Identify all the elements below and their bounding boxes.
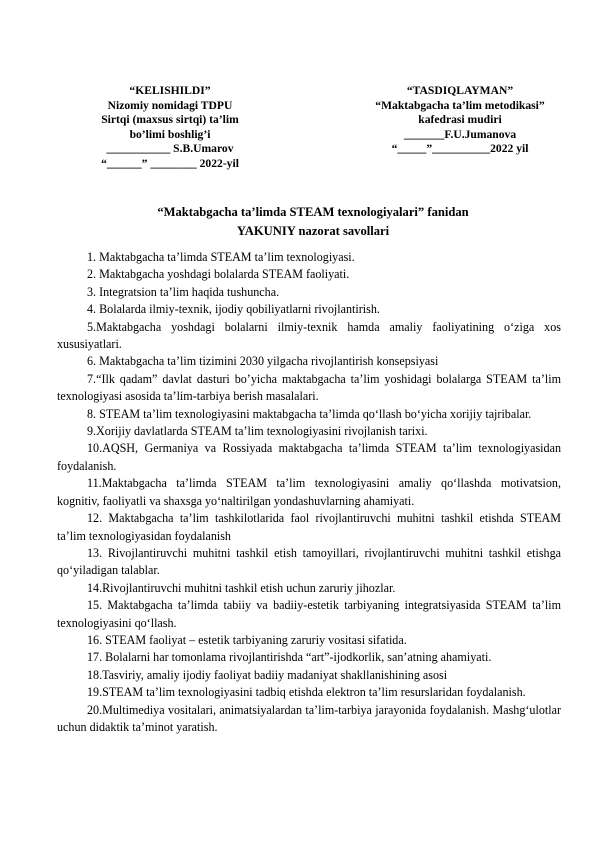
question-item: 17. Bolalarni har tomonlama rivojlantirishda “art”-ijodkorlik, san’atning ahamiyati. (87, 650, 492, 665)
approval-left-signature: ___________ S.B.Umarov (106, 142, 234, 156)
approval-left-date: “______” ________ 2022-yil (101, 156, 239, 170)
approval-right-heading: “TASDIQLAYMAN” (406, 84, 514, 97)
question-item: 1. Maktabgacha ta’limda STEAM ta’lim texnologiyasi. (87, 250, 355, 264)
question-item: 9.Xorijiy davlatlarda STEAM ta’lim texnologiyasini rivojlanish tarixi. (87, 424, 428, 439)
question-item: 3. Integratsion ta’lim haqida tushuncha. (87, 284, 280, 299)
question-item: 14.Rivojlantiruvchi muhitni tashkil etish uchun zaruriy jihozlar. (87, 580, 396, 595)
document-title-line: “Maktabgacha ta’limda STEAM texnologiyalari” fanidan (157, 205, 469, 219)
approval-right-line: kafedrasi mudiri (418, 113, 502, 127)
approval-left-line: bo’limi boshlig’i (129, 127, 211, 141)
approval-block-left (70, 84, 270, 172)
question-item: 19.STEAM ta’lim texnologiyasini tadbiq etishda elektron ta’lim resurslaridan foydalanish. (87, 685, 526, 700)
question-item: 18.Tasviriy, amaliy ijodiy faoliyat badiiy madaniyat shakllanishining asosi (87, 667, 448, 682)
question-item: 8. STEAM ta’lim texnologiyasini maktabgacha ta’limda qo‘llash bo‘yicha xorijiy tajribalar. (87, 406, 532, 421)
question-item: 2. Maktabgacha yoshdagi bolalarda STEAM faoliyati. (87, 267, 350, 282)
question-item: 15. Maktabgacha ta’limda tabiiy va badiiy-estetik tarbiyaning integratsiyasida STEAM ta’lim texnologiyasini qo‘llash. (57, 598, 561, 630)
question-item: 13. Rivojlantiruvchi muhitni tashkil etish tamoyillari, rivojlantiruvchi muhitni tashkil etishga qo‘yiladigan talablar. (57, 545, 561, 578)
question-item: 12. Maktabgacha ta’lim tashkilotlarida faol rivojlantiruvchi muhitni tashkil etishda STEAM ta’lim texnologiyasidan foydalanish (57, 511, 561, 543)
approval-block-right (340, 84, 580, 157)
question-item: 10.AQSH, Germaniya va Rossiyada maktabgacha ta’limda STEAM ta’lim texnologiyasidan foydalanish. (57, 441, 561, 473)
approval-right-date: “_____”__________2022 yil (391, 142, 529, 156)
question-item: 6. Maktabgacha ta’lim tizimini 2030 yilgacha rivojlantirish konsepsiyasi (87, 354, 439, 369)
question-item: 11.Maktabgacha ta’limda STEAM ta’lim texnologiyasini amaliy qo‘llashda motivatsion, kognitiv, faoliyatli va shaxsga yo‘naltirilgan yondashuvlarning ahamiyati. (57, 476, 561, 508)
approval-right-line: “Maktabgacha ta’lim metodikasi” (375, 98, 545, 112)
question-item: 5.Maktabgacha yoshdagi bolalarni ilmiy-texnik hamda amaliy faoliyatining o‘ziga xos xususiyatlari. (57, 319, 561, 352)
question-item: 4. Bolalarda ilmiy-texnik, ijodiy qobiliyatlarni rivojlantirish. (87, 302, 380, 317)
document-subtitle: YAKUNIY nazorat savollari (236, 224, 390, 238)
question-list (57, 249, 561, 736)
question-item: 16. STEAM faoliyat – estetik tarbiyaning zaruriy vositasi sifatida. (87, 632, 407, 647)
approval-left-line: Sirtqi (maxsus sirtqi) ta’lim (101, 113, 239, 127)
question-item: 20.Multimediya vositalari, animatsiyalardan ta’lim-tarbiya jarayonida foydalanish. Mashg‘ulotlar uchun didaktik ta’minot yaratish. (57, 702, 561, 734)
question-item: 7.“Ilk qadam” davlat dasturi bo’yicha maktabgacha ta’lim yoshidagi bolalarga STEAM ta’lim texnologiyasi asosida ta’lim-tarbiya berish masalalari. (57, 371, 561, 404)
approval-left-line: Nizomiy nomidagi TDPU (107, 98, 233, 112)
approval-left-heading: “KELISHILDI” (129, 84, 211, 97)
approval-right-signature: _______F.U.Jumanova (403, 127, 517, 141)
document-title (60, 203, 566, 241)
